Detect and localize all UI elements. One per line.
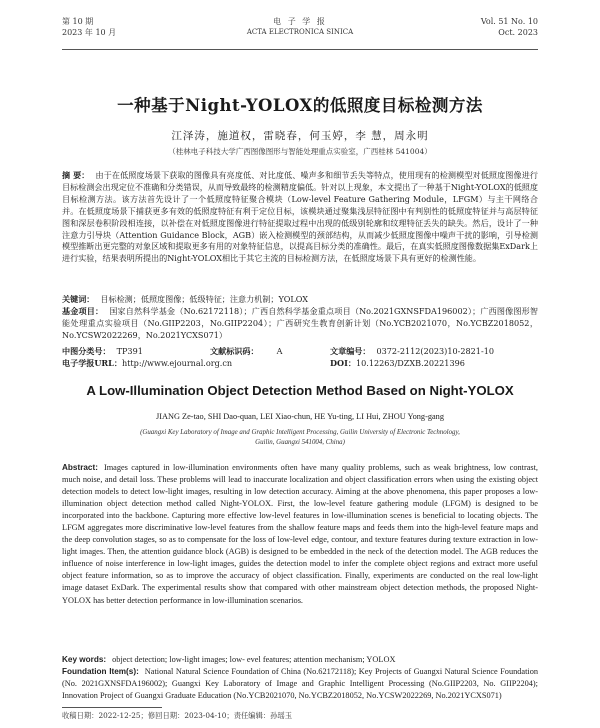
journal-url: http://www.ejournal.org.cn [121, 358, 233, 368]
url-doi-row [62, 358, 538, 370]
header-vol-no: Vol. 51 No. 10 [480, 17, 538, 26]
chinese-fund [62, 306, 538, 342]
english-fund-label: Foundation Item(s): [62, 667, 139, 676]
doc-code-field [210, 346, 282, 357]
english-keywords-text: object detection; low-light images; low- evel features; attention mechanism; YOLOX [112, 655, 396, 664]
english-fund-text: National Natural Science Foundation of China (No.62172118); Key Projects of Guangxi Natural Science Foundation (No. 2021GXNSFDA196002); Guangxi Key Laboratory of Image and Graphic Intelligent Processing (No.GIIP2203, No. GIIP2204); Innovation Project of Guangxi Graduate Education (No.YCB2021070, No.YCBZ2018052, No.YCSW2022269, No.2021YCXS071) [62, 667, 538, 701]
english-keywords-label: Key words: [62, 655, 107, 664]
chinese-fund-label: 基金项目： [62, 306, 104, 316]
english-fund [62, 666, 538, 702]
english-abstract-label: Abstract: [62, 463, 98, 472]
english-abstract-text: Images captured in low-illumination environments often have many quality problems, such as weak brightness, low contrast, much noise, and detail loss. These problems will lead to inaccurate localization and object classification errors when using the existing object detection models to detect low-light images, resulting in low detection accuracy. Aiming at the above phenomena, this paper proposes a low-illumination object detection method called Night-YOLOX. First, the low-level feature gathering module (LFGM) is designed to be incorporated into the backbone. Capturing more effective low-level features in low-illumination scenes is beneficial to locating objects. The LFGM aggregates more discriminative low-level features from the shallow feature maps and feeds them into the high-level feature maps and the deep convolution stages, so as to compensate for the loss of low-level edge, contour, and texture features during texture extraction in low-light images. Then, the attention guidance block (AGB) is designed to be embedded in the neck of the detection model. The AGB reduces the influence of noise interference in low-light images, guides the detection model to infer the complete object regions and extract more useful object feature information, so as to improve the accuracy of object classification. Finally, experiments are conducted on the real low-light image dataset ExDark. The experimental results show that compared with other mainstream object detection methods, the proposed Night-YOLOX has better detection performance in low-illumination scenarios. [62, 463, 538, 605]
chinese-abstract-label: 摘 要： [62, 170, 90, 180]
clc-field [62, 346, 143, 357]
article-no-label: 文章编号： [330, 346, 371, 356]
classification-row [62, 346, 538, 358]
chinese-abstract [62, 170, 538, 265]
chinese-fund-text: 国家自然科学基金（No.62172118）；广西自然科学基金重点项目（No.2021GXNSFDA196002）；广西图像图形智能处理重点实验项目（No.GIIP2203，No.GIIP2204）；广西研究生教育创新计划（No.YCB2021070，No.YCBZ2018052，No.YCSW2022269，No.2021YCXS071） [62, 306, 538, 340]
english-affiliation [0, 428, 600, 448]
doi-value: 10.12263/DZXB.20221396 [355, 358, 465, 368]
url-field [62, 358, 232, 369]
header-date: 2023 年 10 月 [62, 28, 117, 37]
english-authors: JIANG Ze-tao, SHI Dao-quan, LEI Xiao-chun, HE Yu-ting, LI Hui, ZHOU Yong-gang [156, 412, 444, 421]
article-no-field [330, 346, 494, 357]
header-issue: 第 10 期 [62, 17, 94, 26]
received-date-footnote: 收稿日期：2022-12-25；修回日期：2023-04-10；责任编辑：孙瑶玉 [62, 711, 293, 720]
english-affiliation-line1: (Guangxi Key Laboratory of Image and Graphic Intelligent Processing, Guilin University of Electronic Technology, [140, 429, 460, 436]
english-keywords [62, 654, 538, 666]
clc-label: 中图分类号： [62, 346, 111, 356]
header-journal-cn: 电 子 学 报 [273, 17, 327, 26]
chinese-keywords-label: 关键词： [62, 294, 95, 304]
url-label: 电子学报URL： [62, 358, 122, 368]
english-abstract [62, 462, 538, 607]
doc-code-value: A [276, 346, 283, 356]
header-journal [62, 16, 538, 38]
chinese-title: 一种基于Night-YOLOX的低照度目标检测方法 [117, 96, 483, 115]
chinese-authors: 江泽涛，施道权，雷晓春，何玉婷，李 慧，周永明 [171, 130, 429, 142]
clc-value: TP391 [116, 346, 143, 356]
chinese-affiliation: （桂林电子科技大学广西图像图形与智能处理重点实验室，广西桂林 541004） [168, 147, 432, 156]
article-no-value: 0372-2112(2023)10-2821-10 [376, 346, 494, 356]
chinese-abstract-text: 由于在低照度场景下获取的图像具有亮度低、对比度低、噪声多和细节丢失等特点，使用现有的检测模型对低照度图像进行目标检测会出现定位不准确和分类错误，从而导致最终的检测精度偏低。针对以上现象，本文提出了一种基于Night-YOLOX的低照度目标检测方法。该方法首先设计了一个低照度特征聚合模块（Low-level Feature Gathering Module，LFGM）与主干网络合并。在低照度场景下捕获更多有效的低照度特征有利于定位目标，该模块通过聚集浅层特征图中有判别性的低照度特征并与高层特征图和深层卷积阶段相连接，以补偿在对低照度图像进行特征提取过程中出现的低级别轮廓和纹理特征丢失的缺失。然后，设计了一种注意力引导块（Attention Guidance Block，AGB）嵌入检测模型的颈部结构，从而减少低照度图像中噪声干扰的影响，引导检测模型推断出更完整的对象区域和提取更多有用的对象特征信息，以提高目标分类的准确性。最后，在真实低照度图像数据集ExDark上进行实验，结果表明所提出的Night-YOLOX相比于其它主流的目标检测方法，在低照度场景下具有更好的检测性能。 [62, 170, 538, 264]
english-title: A Low-Illumination Object Detection Method Based on Night-YOLOX [86, 383, 514, 398]
running-header [62, 16, 538, 42]
chinese-keywords-text: 目标检测；低照度图像；低级特征；注意力机制；YOLOX [100, 294, 309, 304]
doc-code-label: 文献标识码： [210, 346, 259, 356]
doi-label: DOI： [330, 358, 356, 368]
chinese-keywords [62, 294, 538, 306]
footnote-rule [62, 707, 162, 708]
header-volume-info [481, 16, 538, 38]
header-rule [62, 49, 538, 50]
doi-field [330, 358, 465, 369]
header-journal-en: ACTA ELECTRONICA SINICA [246, 28, 354, 36]
english-affiliation-line2: Guilin, Guangxi 541004, China) [255, 439, 345, 446]
header-month-year: Oct. 2023 [498, 28, 538, 37]
